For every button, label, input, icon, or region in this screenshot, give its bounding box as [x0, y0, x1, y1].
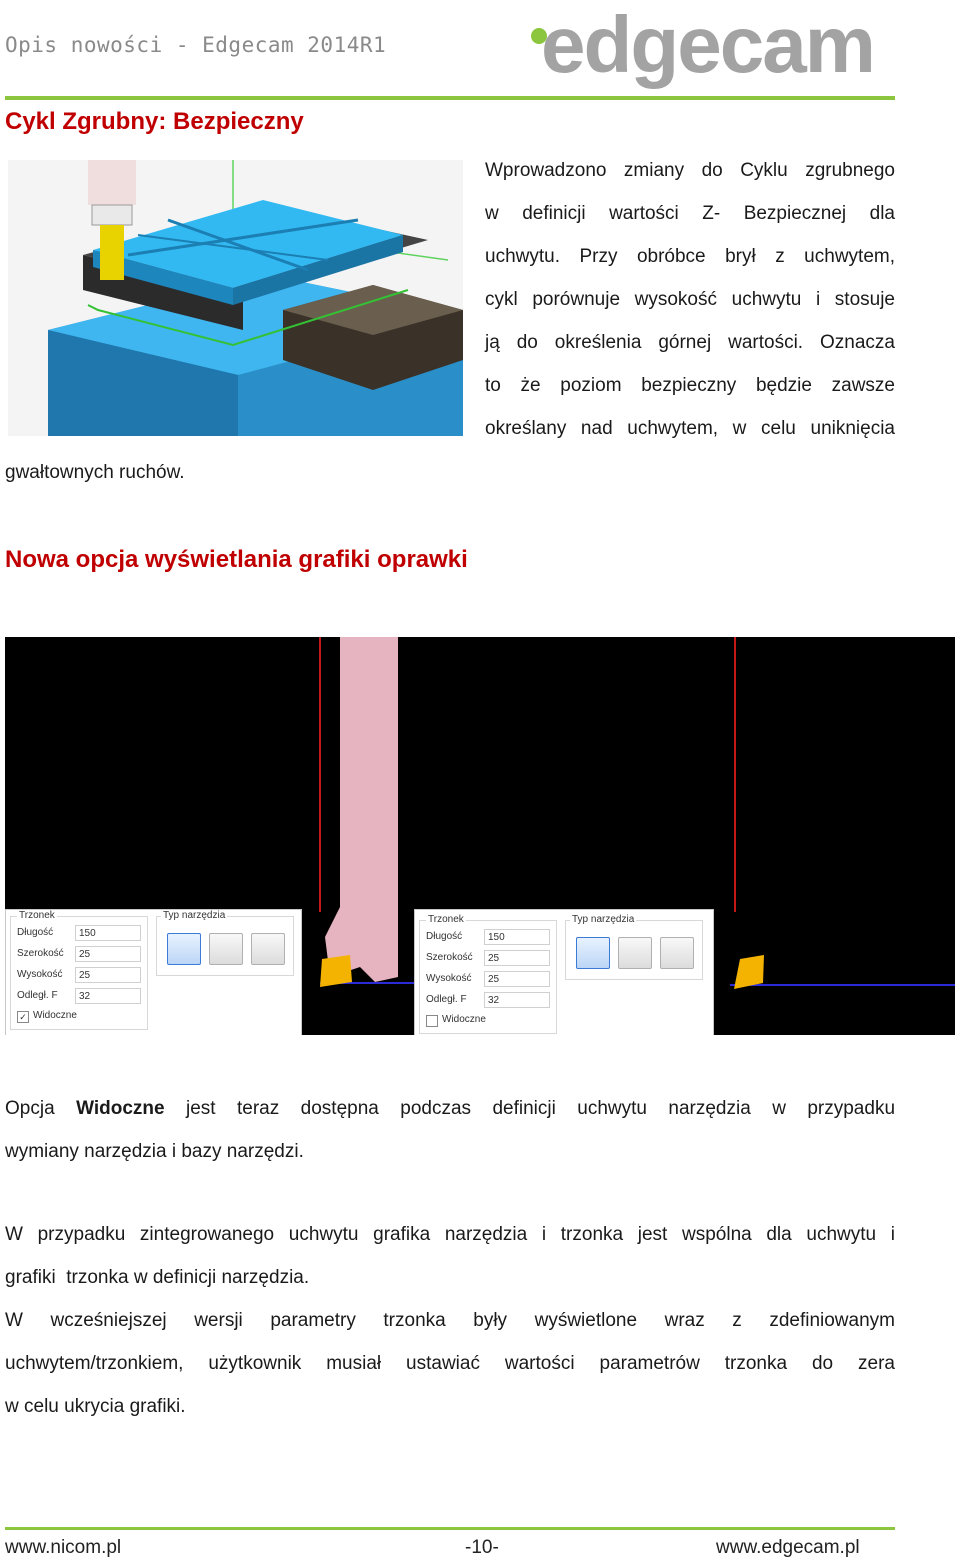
- holder-graphics-screenshot: [5, 637, 955, 1035]
- para3-line-3: w celu ukrycia grafiki.: [5, 1396, 186, 1417]
- tool-type-button-1-left[interactable]: [167, 933, 201, 965]
- para3-line-1: W wcześniejszej wersji parametry trzonka były wyświetlone wraz z zdefiniowanym: [5, 1310, 895, 1331]
- footer-divider: [5, 1527, 895, 1530]
- shank-group-right: [419, 914, 557, 1034]
- edgecam-logo: [527, 2, 897, 90]
- shank-group-left: [10, 910, 148, 1030]
- footer-page-number: -10-: [465, 1537, 499, 1558]
- para3-line-2: uchwytem/trzonkiem, użytkownik musiał ustawiać wartości parametrów trzonka do zera: [5, 1353, 895, 1374]
- section1-line-7: określany nad uchwytem, w celu uniknięcia: [485, 418, 895, 439]
- holder-panel-right: [414, 909, 714, 1035]
- tool-type-group-right: [565, 914, 703, 980]
- tool-type-button-2-right[interactable]: [618, 937, 652, 969]
- offset-label-right: Odległ. F: [426, 994, 467, 1005]
- width-label-left: Szerokość: [17, 948, 64, 959]
- offset-field-right[interactable]: 32: [484, 992, 550, 1008]
- section1-line-4: cykl porównuje wysokość uchwytu i stosuje: [485, 289, 895, 310]
- tool-type-button-2-left[interactable]: [209, 933, 243, 965]
- section1-line-5: ją do określenia górnej wartości. Oznacza: [485, 332, 895, 353]
- length-field-left[interactable]: 150: [75, 925, 141, 941]
- holder-panel-left: [5, 909, 302, 1035]
- document-header-title: Opis nowości - Edgecam 2014R1: [5, 33, 387, 57]
- height-label-left: Wysokość: [17, 969, 63, 980]
- height-label-right: Wysokość: [426, 973, 472, 984]
- height-field-right[interactable]: 25: [484, 971, 550, 987]
- tool-type-button-3-left[interactable]: [251, 933, 285, 965]
- section1-last-line: gwałtownych ruchów.: [5, 462, 185, 483]
- footer-link-edgecam[interactable]: www.edgecam.pl: [716, 1537, 860, 1558]
- length-field-right[interactable]: 150: [484, 929, 550, 945]
- fixture-render-image: [8, 160, 463, 436]
- tool-type-group-left: [156, 910, 294, 976]
- length-label-right: Długość: [426, 931, 463, 942]
- section1-line-3: uchwytu. Przy obróbce brył z uchwytem,: [485, 246, 895, 267]
- offset-label-left: Odległ. F: [17, 990, 58, 1001]
- section1-line-1: Wprowadzono zmiany do Cyklu zgrubnego: [485, 160, 895, 181]
- width-field-left[interactable]: 25: [75, 946, 141, 962]
- section1-paragraph: [485, 149, 895, 450]
- tool-type-title-right: Typ narzędzia: [572, 914, 635, 925]
- shank-group-title-right: Trzonek: [428, 914, 464, 925]
- tool-type-title-left: Typ narzędzia: [163, 910, 226, 921]
- para1-line-2: wymiany narzędzia i bazy narzędzi.: [5, 1141, 304, 1162]
- para1-prefix: Opcja: [5, 1098, 55, 1119]
- section2-paragraph-2: [5, 1213, 895, 1299]
- tool-type-button-3-right[interactable]: [660, 937, 694, 969]
- length-label-left: Długość: [17, 927, 54, 938]
- tool-type-button-1-right[interactable]: [576, 937, 610, 969]
- para1-line-1: [5, 1087, 895, 1130]
- section2-paragraph-3: [5, 1299, 895, 1428]
- width-field-right[interactable]: 25: [484, 950, 550, 966]
- section1-line-6: to że poziom bezpieczny będzie zawsze: [485, 375, 895, 396]
- section-heading-holder-display: Nowa opcja wyświetlania grafiki oprawki: [5, 546, 468, 573]
- section2-paragraph-1: [5, 1087, 895, 1173]
- offset-field-left[interactable]: 32: [75, 988, 141, 1004]
- height-field-left[interactable]: 25: [75, 967, 141, 983]
- para2-line-1: W przypadku zintegrowanego uchwytu grafika narzędzia i trzonka jest wspólna dla uchwytu i: [5, 1224, 895, 1245]
- para1-option-name: Widoczne: [76, 1098, 165, 1119]
- section1-line-2: w definicji wartości Z- Bezpiecznej dla: [485, 203, 895, 224]
- visible-label-right: Widoczne: [442, 1014, 486, 1025]
- para1-suffix: jest teraz dostępna podczas definicji uchwytu narzędzia w przypadku: [186, 1098, 896, 1119]
- footer-link-nicom[interactable]: www.nicom.pl: [5, 1537, 122, 1558]
- header-divider: [5, 96, 895, 100]
- visible-checkbox-left[interactable]: ✓: [17, 1011, 29, 1023]
- svg-text:edgecam: edgecam: [541, 2, 874, 89]
- para2-line-2: grafiki trzonka w definicji narzędzia.: [5, 1267, 310, 1288]
- section-heading-safe-cycle: Cykl Zgrubny: Bezpieczny: [5, 108, 304, 135]
- shank-group-title-left: Trzonek: [19, 910, 55, 921]
- visible-checkbox-right[interactable]: [426, 1015, 438, 1027]
- visible-label-left: Widoczne: [33, 1010, 77, 1021]
- width-label-right: Szerokość: [426, 952, 473, 963]
